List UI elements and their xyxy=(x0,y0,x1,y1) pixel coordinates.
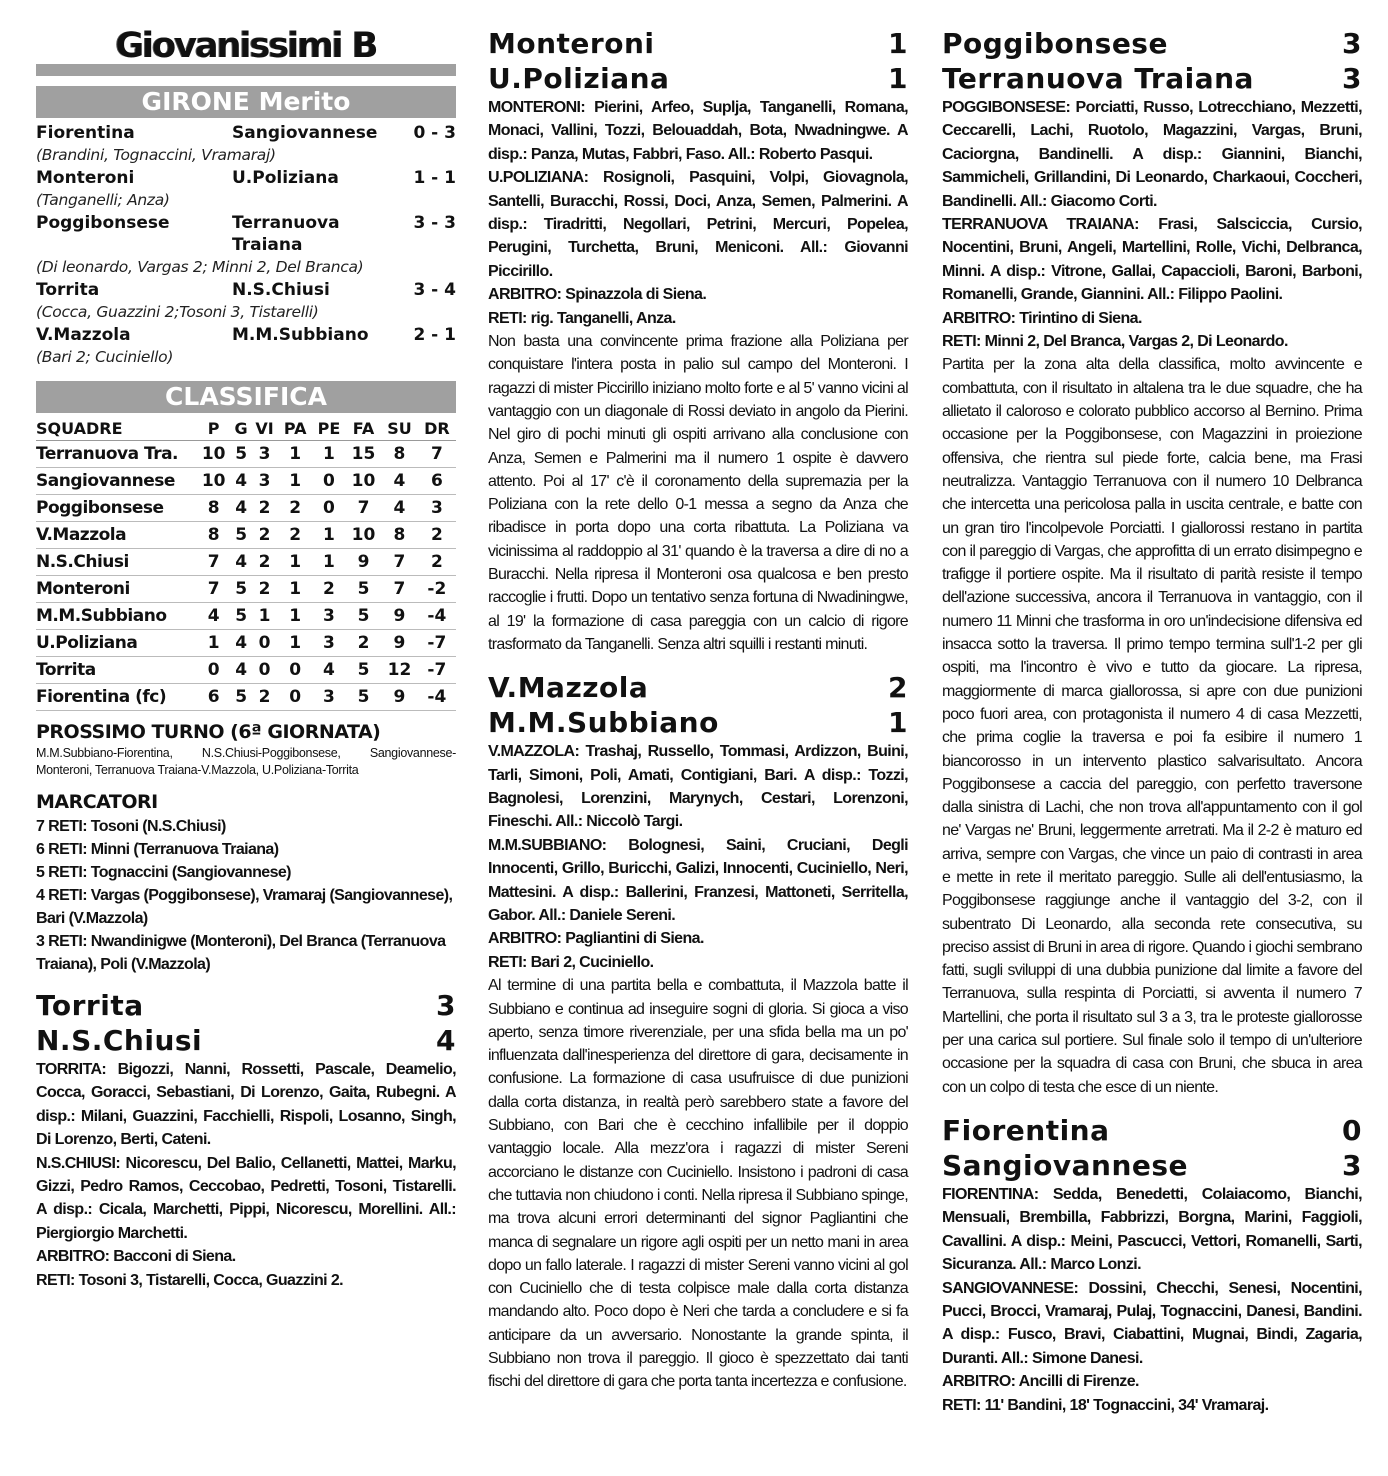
standings-header: G xyxy=(231,417,251,441)
match-home-goals: 1 xyxy=(888,27,908,60)
standings-cell: 2 xyxy=(251,684,278,711)
standings-cell: 1 xyxy=(278,441,312,468)
match-away-goals: 3 xyxy=(1342,1148,1362,1182)
standings-cell: 5 xyxy=(346,684,381,711)
match-monteroni-poliziana xyxy=(488,26,908,656)
standings-cell: 3 xyxy=(312,684,346,711)
result-score: 3 - 3 xyxy=(413,213,456,233)
standings-cell: 8 xyxy=(196,522,231,549)
match-fiorentina-sangiovannese xyxy=(942,1113,1362,1417)
standings-header: SQUADRE xyxy=(36,417,196,441)
standings-cell: 12 xyxy=(381,657,418,684)
match-away-team: U.Poliziana xyxy=(488,62,670,95)
match-away-team: M.M.Subbiano xyxy=(488,706,719,740)
standings-cell: 1 xyxy=(312,522,346,549)
standings-cell: 2 xyxy=(251,522,278,549)
result-home: Torrita xyxy=(36,280,100,300)
standings-cell: 3 xyxy=(312,630,346,657)
standings-cell: 7 xyxy=(196,549,231,576)
match-home-goals: 0 xyxy=(1342,1113,1362,1147)
match-home-team: Poggibonsese xyxy=(942,27,1168,60)
standings-team: U.Poliziana xyxy=(36,630,196,657)
result-score: 1 - 1 xyxy=(413,168,456,188)
match-referee: ARBITRO: Tirintino di Siena. xyxy=(942,309,1142,327)
standings-table xyxy=(36,417,456,711)
result-item xyxy=(36,324,456,369)
match-report: Partita per la zona alta della classifica, molto avvincente e combattuta, con il risultato in altalena tra le due squadre, che ha allietato il caloroso e colorato pubblico accorso al Bernino. Prima occasione per la Poggibonsese, con Magazzini in proiezione offensiva, che rientra sul piede forte, calcia bene, ma Frasi neutralizza. Vantaggio Terranuova con il numero 10 Delbranca che intercetta una pericolosa palla in uscita centrale, e batte con un gran tiro l'incolpevole Porciatti. I giallorossi restano in partita con il pareggio di Vargas, che approfitta di un errato disimpegno e trafigge il portiere ospite. Ma il risultato di parità resiste il tempo dell'azione successiva, ancora il Terranuova in vantaggio, con il numero 11 Minni che trasforma in oro un'indecisione difensiva ed insacca sotto la traversa. Il primo tempo termina sull'1-2 per gli ospiti, ma l'incontro è vivo e tutto da giocare. La ripresa, maggiormente di marca giallorossa, si apre con due punizioni poco fuori area, con protagonista il numero 4 di casa Mezzetti, che prima coglie la traversa e poi fa esibire il numero 1 biancorosso in un intervento plastico salvarisultato. Ancora Poggibonsese a caccia del pareggio, con perfetto traversone dalla sinistra di Lachi, che non trova all'appuntamento con il gol ne' Vargas ne' Bruni, leggermente arretrati. Ma il 2-2 è maturo ed arriva, sempre con Vargas, che vince un paio di contrasti in area e mette in rete il meritato pareggio. Sulle ali dell'entusiasmo, la Poggibonsese raggiunge anche il vantaggio del 3-2, con il subentrato Di Leonardo, alla seconda rete consecutiva, su preciso assist di Bruni in area di rigore. Quando i giochi sembrano fatti, sugli sviluppi di una dubbia punizione dal limite a favore del Terranuova, sulla respinta di Porciatti, si avventa il numero 7 Martellini, che porta il risultato sul 3 a 3, tra le proteste giallorosse per una carica sul portiere. Sul finale solo il tempo di un'ulteriore occasione per la squadra di casa con Bruni, che sbuca in area con un colpo di testa che esce di un niente. xyxy=(942,356,1363,1096)
standings-cell: -7 xyxy=(418,657,456,684)
standings-cell: 9 xyxy=(381,603,418,630)
result-home: V.Mazzola xyxy=(36,325,131,345)
standings-cell: -2 xyxy=(418,576,456,603)
standings-header: P xyxy=(196,417,231,441)
standings-cell: 1 xyxy=(278,468,312,495)
standings-cell: 2 xyxy=(418,522,456,549)
standings-cell: 5 xyxy=(231,576,251,603)
standings-cell: 5 xyxy=(346,576,381,603)
result-away: Sangiovannese xyxy=(232,123,378,143)
standings-cell: 5 xyxy=(231,522,251,549)
match-referee: ARBITRO: Spinazzola di Siena. xyxy=(488,286,707,304)
result-away: M.M.Subbiano xyxy=(232,325,369,345)
standings-header-row xyxy=(36,417,456,441)
standings-header: DR xyxy=(418,417,456,441)
standings-row xyxy=(36,495,456,522)
standings-cell: 0 xyxy=(251,630,278,657)
match-lineup: FIORENTINA: Sedda, Benedetti, Colaiacomo, Bianchi, Mensuali, Brembilla, Fabbrizzi, Borgna, Marini, Faggioli, Cavallini. A disp.: Meini, Pascucci, Vettori, Romanelli, Sarti, Sicuranza. All.: Marco Lonzi. xyxy=(942,1185,1362,1274)
match-home-goals: 3 xyxy=(1342,27,1362,60)
standings-cell: 7 xyxy=(381,549,418,576)
standings-cell: 4 xyxy=(381,495,418,522)
top-scorer-line: 4 RETI: Vargas (Poggibonsese), Vramaraj (Sangiovannese), Bari (V.Mazzola) xyxy=(36,887,453,927)
page-title: Giovanissimi B xyxy=(115,26,377,66)
standings-body xyxy=(36,441,456,711)
standings-cell: 0 xyxy=(251,657,278,684)
standings-cell: 10 xyxy=(346,522,381,549)
match-mazzola-subbiano xyxy=(488,670,908,1393)
standings-cell: 1 xyxy=(278,630,312,657)
result-away: N.S.Chiusi xyxy=(232,280,330,300)
standings-cell: 2 xyxy=(418,549,456,576)
standings-cell: 1 xyxy=(251,603,278,630)
match-lineup: TORRITA: Bigozzi, Nanni, Rossetti, Pascale, Deamelio, Cocca, Goracci, Sebastiani, Di Lorenzo, Gaita, Rubegni. A disp.: Milani, Guazzini, Facchielli, Rispoli, Losanno, Singh, Di Lorenzo, Berti, Cateni. xyxy=(36,1061,456,1149)
match-home-goals: 2 xyxy=(888,671,908,705)
match-report: Non basta una convincente prima frazione alla Poliziana per conquistare l'intera posta in palio sul campo del Monteroni. I ragazzi di mister Piccirillo iniziano molto forte e al 5' vanno vicini al vantaggio con un diagonale di Rossi deviato in angolo da Pierini. Nel giro di pochi minuti gli ospiti arrivano alla conclusione con Anza, Semen e Palmerini ma il numero 1 ospite è davvero attento. Poi al 17' c'è il coronamento della supremazia per la Poliziana con la rete dello 0-1 messa a segno da Anza che ribadisce in porta dopo una corta ribattuta. La Poliziana va vicinissima al raddoppio al 31' quando è la traversa a dire di no a Buracchi. Nella ripresa il Monteroni osa qualcosa e ben presto raccoglie i frutti. Dopo un tentativo senza fortuna di Nwadiningwe, al 19' la formazione di casa pareggia con un calcio di rigore trasformato da Tanganelli. Senza altri squilli i restanti minuti. xyxy=(488,333,908,653)
results-list xyxy=(36,122,456,369)
match-away-goals: 3 xyxy=(1342,62,1362,95)
standings-cell: 2 xyxy=(278,522,312,549)
match-home-goals: 3 xyxy=(436,989,456,1022)
standings-cell: 4 xyxy=(196,603,231,630)
standings-cell: 7 xyxy=(381,576,418,603)
result-item xyxy=(36,122,456,167)
standings-cell: 0 xyxy=(312,495,346,522)
match-lineup: SANGIOVANNESE: Dossini, Checchi, Senesi, Nocentini, Pucci, Brocci, Vramaraj, Pulaj, Tognaccini, Danesi, Bandini. A disp.: Fusco, Bravi, Ciabattini, Mugnai, Bindi, Zagaria, Duranti. All.: Simone Danesi. xyxy=(942,1279,1362,1367)
match-goals: RETI: Minni 2, Del Branca, Vargas 2, Di Leonardo. xyxy=(942,333,1288,351)
standings-cell: 9 xyxy=(381,684,418,711)
standings-cell: 1 xyxy=(196,630,231,657)
standings-cell: 8 xyxy=(381,441,418,468)
standings-cell: 6 xyxy=(418,468,456,495)
column-right xyxy=(942,26,1362,1417)
standings-row xyxy=(36,441,456,468)
standings-cell: 1 xyxy=(278,549,312,576)
match-away-goals: 1 xyxy=(888,706,908,740)
standings-row xyxy=(36,603,456,630)
result-scorers: (Cocca, Guazzini 2;Tosoni 3, Tistarelli) xyxy=(36,303,319,321)
standings-cell: 5 xyxy=(346,657,381,684)
standings-cell: 10 xyxy=(196,441,231,468)
match-away-team: Sangiovannese xyxy=(942,1148,1189,1182)
match-report: Al termine di una partita bella e combattuta, il Mazzola batte il Subbiano e continua ad inseguire sogni di gloria. Si gioca a viso aperto, senza timore riverenziale, per una sfida bella ma un po' influenzata dall'inesperienza del direttore di gara, decisamente in confusione. La formazione di casa usufruisce di due punizioni dalla corta distanza, in realtà però sarebbero state a favore del Subbiano, con Bari che è cecchino infallibile per il doppio vantaggio locale. Alla mezz'ora i ragazzi di mister Sereni accorciano le distanze con Cuciniello. Insistono i padroni di casa che tuttavia non chiudono i conti. Nella ripresa il Subbiano spinge, ma trova alcuni errori determinanti del signor Pagliantini che manca di segnalare un rigore agli ospiti per un netto mani in area dopo un fallo laterale. I ragazzi di mister Sereni vanno vicini al gol con Cuciniello che di testa colpisce male dalla corta distanza mandando alto. Poco dopo è Neri che tarda a concludere e si fa anticipare da un avversario. Nonostante la grande spinta, il Subbiano non trova il pareggio. Il gioco è spezzettato dai tanti fischi del direttore di gara che porta tanta incertezza e confusione. xyxy=(488,977,908,1391)
standings-header: FA xyxy=(346,417,381,441)
standings-cell: 0 xyxy=(196,657,231,684)
standings-row xyxy=(36,630,456,657)
standings-cell: 7 xyxy=(418,441,456,468)
standings-cell: 2 xyxy=(251,495,278,522)
standings-cell: 0 xyxy=(278,684,312,711)
match-away-goals: 1 xyxy=(888,62,908,95)
standings-row xyxy=(36,522,456,549)
standings-cell: 15 xyxy=(346,441,381,468)
standings-row xyxy=(36,549,456,576)
result-score: 0 - 3 xyxy=(413,123,456,143)
standings-team: Torrita xyxy=(36,657,196,684)
top-scorer-line: 5 RETI: Tognaccini (Sangiovannese) xyxy=(36,864,291,881)
standings-cell: 1 xyxy=(278,603,312,630)
result-item xyxy=(36,279,456,324)
match-lineup: N.S.CHIUSI: Nicorescu, Del Balio, Cellanetti, Mattei, Marku, Gizzi, Pedro Ramos, Ceccobao, Pedretti, Tosoni, Tistarelli. A disp.: Cicala, Marchetti, Pippi, Nicorescu, Morellini. All.: Piergiorgio Marchetti. xyxy=(36,1154,456,1242)
match-home-team: Fiorentina xyxy=(942,1113,1110,1147)
result-home: Fiorentina xyxy=(36,123,135,143)
standings-cell: -7 xyxy=(418,630,456,657)
top-scorer-line: 6 RETI: Minni (Terranuova Traiana) xyxy=(36,841,279,858)
result-home: Poggibonsese xyxy=(36,213,170,233)
standings-cell: 0 xyxy=(312,468,346,495)
match-referee: ARBITRO: Bacconi di Siena. xyxy=(36,1248,236,1266)
match-referee: ARBITRO: Ancilli di Firenze. xyxy=(942,1373,1139,1391)
scorers-title: MARCATORI xyxy=(36,791,158,813)
match-lineup: V.MAZZOLA: Trashaj, Russello, Tommasi, Ardizzon, Buini, Tarli, Simoni, Poli, Amati, Contigiani, Bari. A disp.: Tozzi, Bagnolesi, Lorenzini, Marynych, Cestari, Lorenzoni, Fineschi. All.: Niccolò Targi. xyxy=(488,743,908,831)
standings-cell: 3 xyxy=(251,441,278,468)
standings-cell: 2 xyxy=(251,576,278,603)
match-home-team: Monteroni xyxy=(488,27,655,60)
match-lineup: POGGIBONSESE: Porciatti, Russo, Lotrecchiano, Mezzetti, Ceccarelli, Lachi, Ruotolo, Magazzini, Vargas, Bruni, Caciorgna, Bandinelli. A disp.: Giannini, Bianchi, Sammicheli, Grillandini, Di Leonardo, Charkaoui, Coccheri, Bandinelli. All.: Giacomo Corti. xyxy=(942,99,1362,210)
standings-cell: 8 xyxy=(381,522,418,549)
standings-team: Fiorentina (fc) xyxy=(36,684,196,711)
standings-header: PA xyxy=(278,417,312,441)
match-lineup: M.M.SUBBIANO: Bolognesi, Saini, Cruciani, Degli Innocenti, Grillo, Buricchi, Galizi, Innocenti, Cuciniello, Neri, Mattesini. A disp.: Ballerini, Franzesi, Mattoneti, Serritella, Gabor. All.: Daniele Sereni. xyxy=(488,836,908,925)
result-item xyxy=(36,167,456,212)
result-scorers: (Tanganelli; Anza) xyxy=(36,191,170,209)
match-lineup: TERRANUOVA TRAIANA: Frasi, Salsciccia, Cursio, Nocentini, Bruni, Angeli, Martellini, Rolle, Vichi, Delbranca, Minni. A disp.: Vitrone, Gallai, Capaccioli, Baroni, Barboni, Romanelli, Grande, Giannini. All.: Filippo Paolini. xyxy=(942,216,1362,304)
result-item xyxy=(36,212,456,279)
match-goals: RETI: Tosoni 3, Tistarelli, Cocca, Guazzini 2. xyxy=(36,1271,343,1289)
next-round-text: M.M.Subbiano-Fiorentina, N.S.Chiusi-Poggibonsese, Sangiovannese-Monteroni, Terranuova Traiana-V.Mazzola, U.Poliziana-Torrita xyxy=(36,746,456,777)
standings-cell: 9 xyxy=(346,549,381,576)
standings-cell: 2 xyxy=(312,576,346,603)
result-score: 2 - 1 xyxy=(413,325,456,345)
standings-cell: 2 xyxy=(346,630,381,657)
result-away: U.Poliziana xyxy=(232,168,339,188)
standings-cell: 0 xyxy=(278,657,312,684)
standings-cell: 3 xyxy=(418,495,456,522)
standings-cell: 5 xyxy=(231,441,251,468)
standings-cell: -4 xyxy=(418,684,456,711)
standings-cell: 4 xyxy=(231,630,251,657)
top-scorer-line: 3 RETI: Nwandinigwe (Monteroni), Del Branca (Terranuova Traiana), Poli (V.Mazzola) xyxy=(36,933,446,973)
result-scorers: (Bari 2; Cuciniello) xyxy=(36,348,174,366)
standings-cell: 4 xyxy=(231,657,251,684)
standings-row xyxy=(36,684,456,711)
column-middle xyxy=(488,26,908,1394)
match-home-team: Torrita xyxy=(36,989,144,1022)
standings-cell: 3 xyxy=(312,603,346,630)
result-scorers: (Di leonardo, Vargas 2; Minni 2, Del Branca) xyxy=(36,258,364,276)
standings-header: SU xyxy=(381,417,418,441)
standings-header: VI xyxy=(251,417,278,441)
standings-header: PE xyxy=(312,417,346,441)
standings-row xyxy=(36,576,456,603)
standings-team: N.S.Chiusi xyxy=(36,549,196,576)
standings-cell: 7 xyxy=(346,495,381,522)
match-home-team: V.Mazzola xyxy=(488,671,649,705)
standings-cell: 5 xyxy=(231,603,251,630)
standings-cell: 5 xyxy=(231,684,251,711)
standings-cell: 9 xyxy=(381,630,418,657)
standings-cell: -4 xyxy=(418,603,456,630)
result-scorers: (Brandini, Tognaccini, Vramaraj) xyxy=(36,146,276,164)
match-away-team: Terranuova Traiana xyxy=(942,62,1254,95)
standings-team: V.Mazzola xyxy=(36,522,196,549)
next-round-title: PROSSIMO TURNO (6ª GIORNATA) xyxy=(36,721,381,743)
match-goals: RETI: rig. Tanganelli, Anza. xyxy=(488,309,676,327)
standings-cell: 4 xyxy=(231,495,251,522)
standings-team: Terranuova Tra. xyxy=(36,441,196,468)
standings-cell: 5 xyxy=(346,603,381,630)
standings-cell: 4 xyxy=(312,657,346,684)
standings-cell: 8 xyxy=(196,495,231,522)
standings-team: Sangiovannese xyxy=(36,468,196,495)
match-lineup: MONTERONI: Pierini, Arfeo, Suplja, Tanganelli, Romana, Monaci, Vallini, Tozzi, Belouaddah, Bota, Nwadningwe. A disp.: Panza, Mutas, Fabbri, Faso. All.: Roberto Pasqui. xyxy=(488,99,908,163)
standings-team: Monteroni xyxy=(36,576,196,603)
match-goals: RETI: 11' Bandini, 18' Tognaccini, 34' Vramaraj. xyxy=(942,1396,1269,1414)
standings-cell: 1 xyxy=(312,441,346,468)
match-torrita-chiusi xyxy=(36,988,456,1292)
result-away: Terranuova Traiana xyxy=(232,213,340,255)
standings-cell: 7 xyxy=(196,576,231,603)
standings-cell: 3 xyxy=(251,468,278,495)
top-scorers-list xyxy=(36,815,456,976)
standings-cell: 4 xyxy=(231,468,251,495)
standings-title: CLASSIFICA xyxy=(36,381,456,413)
result-score: 3 - 4 xyxy=(413,280,456,300)
match-referee: ARBITRO: Pagliantini di Siena. xyxy=(488,930,704,948)
top-scorer-line: 7 RETI: Tosoni (N.S.Chiusi) xyxy=(36,818,226,835)
column-left xyxy=(36,26,456,1292)
girone-title: GIRONE Merito xyxy=(36,86,456,118)
standings-cell: 10 xyxy=(196,468,231,495)
match-away-goals: 4 xyxy=(436,1024,456,1057)
match-lineup: U.POLIZIANA: Rosignoli, Pasquini, Volpi, Giovagnola, Santelli, Buracchi, Rossi, Doci, Anza, Semen, Palmerini. A disp.: Tiradritti, Negollari, Petrini, Mercuri, Popelea, Perugini, Turchetta, Bruni, Meniconi. All.: Giovanni Piccirillo. xyxy=(488,169,908,280)
standings-row xyxy=(36,468,456,495)
result-home: Monteroni xyxy=(36,168,135,188)
standings-row xyxy=(36,657,456,684)
standings-cell: 2 xyxy=(278,495,312,522)
standings-cell: 2 xyxy=(251,549,278,576)
standings-cell: 10 xyxy=(346,468,381,495)
standings-cell: 6 xyxy=(196,684,231,711)
standings-cell: 1 xyxy=(312,549,346,576)
standings-cell: 1 xyxy=(278,576,312,603)
standings-cell: 4 xyxy=(381,468,418,495)
standings-cell: 4 xyxy=(231,549,251,576)
standings-team: Poggibonsese xyxy=(36,495,196,522)
match-away-team: N.S.Chiusi xyxy=(36,1024,203,1057)
standings-team: M.M.Subbiano xyxy=(36,603,196,630)
match-goals: RETI: Bari 2, Cuciniello. xyxy=(488,953,654,971)
match-poggibonsese-terranuova xyxy=(942,26,1362,1099)
